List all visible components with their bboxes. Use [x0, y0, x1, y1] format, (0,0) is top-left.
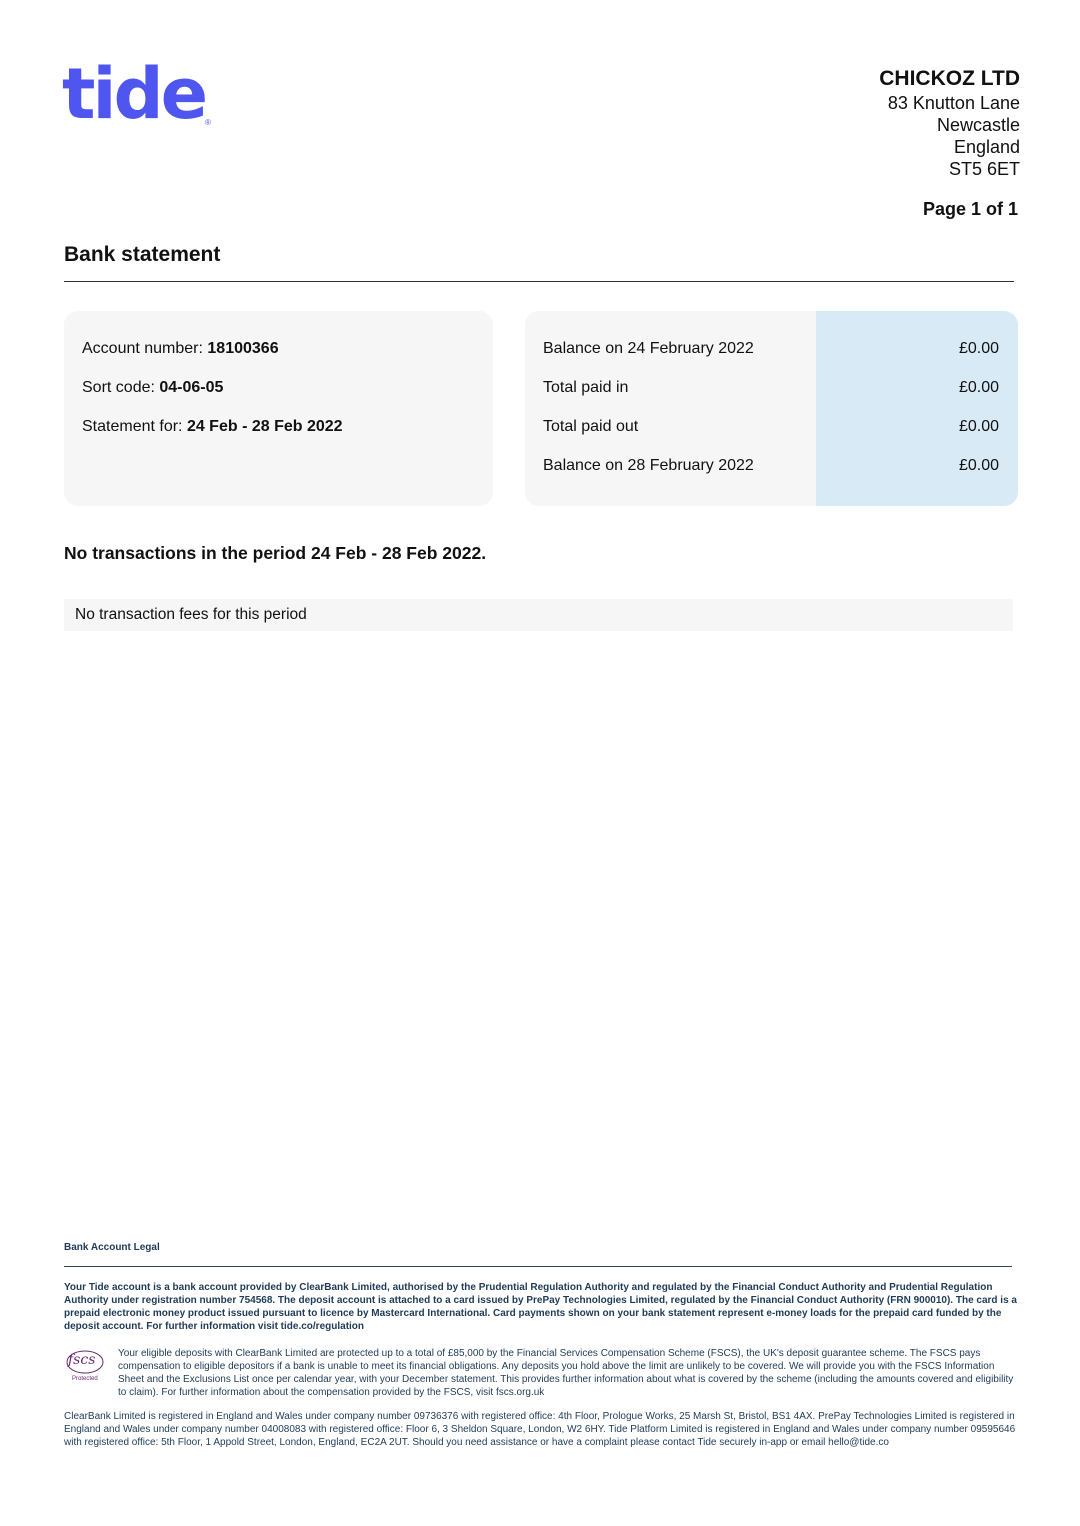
account-number-value: 18100366	[207, 340, 279, 357]
account-details-panel	[64, 311, 493, 506]
fscs-protected-text: Protected	[72, 1376, 98, 1382]
account-number-row	[82, 340, 279, 358]
address-line: England	[953, 137, 1020, 157]
company-address	[879, 66, 1020, 180]
statement-period-row	[82, 418, 343, 436]
company-name: CHICKOZ LTD	[879, 67, 1020, 90]
legal-divider	[64, 1266, 1012, 1267]
fscs-logo	[64, 1347, 108, 1387]
tide-logo	[62, 53, 222, 138]
title-divider	[64, 281, 1014, 282]
fees-bar	[64, 599, 1013, 631]
account-number-label: Account number:	[82, 340, 208, 357]
balance-value: £0.00	[958, 457, 999, 474]
fees-note: No transaction fees for this period	[75, 606, 307, 623]
balance-value: £0.00	[958, 418, 999, 435]
address-line: Newcastle	[936, 115, 1020, 135]
sort-code-value: 04-06-05	[159, 379, 224, 396]
page-title: Bank statement	[64, 243, 221, 266]
no-transactions-heading: No transactions in the period 24 Feb - 28 Feb 2022.	[64, 543, 487, 563]
balance-label: Balance on 24 February 2022	[543, 340, 754, 357]
sort-code-label: Sort code:	[82, 379, 160, 396]
fscs-logo-text: fscs	[68, 1352, 96, 1368]
balance-value: £0.00	[958, 379, 999, 396]
balance-label: Balance on 28 February 2022	[543, 457, 754, 474]
balance-value: £0.00	[958, 340, 999, 357]
address-line: 83 Knutton Lane	[887, 93, 1020, 113]
legal-fscs-text: Your eligible deposits with ClearBank Limited are protected up to a total of £85,000 by the Financial Services Compensation Scheme (FSCS), the UK's deposit guarantee scheme. The FSCS pays compensation to eligible depositors if a bank is unable to meet its financial obligations. Any deposits you hold above the limit are unlikely to be covered. We will provide you with the FSCS Information Sheet and the Exclusions List once per calendar year, with your December statement. This provides further information about what is covered by the scheme (including the amounts covered and eligibility to claim). For further information about the compensation provided by the FSCS, visit fscs.org.uk	[118, 1348, 1014, 1398]
statement-period-value: 24 Feb - 28 Feb 2022	[186, 418, 343, 435]
balance-label: Total paid out	[543, 418, 639, 435]
legal-title: Bank Account Legal	[64, 1242, 160, 1253]
balance-label: Total paid in	[543, 379, 629, 396]
statement-period-label: Statement for:	[82, 418, 187, 435]
registered-mark: ®	[205, 118, 211, 127]
logo-text: tide	[62, 53, 206, 135]
address-line: ST5 6ET	[948, 159, 1020, 179]
sort-code-row	[82, 379, 223, 397]
legal-regulation-text: Your Tide account is a bank account provided by ClearBank Limited, authorised by the Prudential Regulation Authority and regulated by the Financial Conduct Authority and Prudential Regulation Authority under registration number 754568. The deposit account is attached to a card issued by PrePay Technologies Limited, regulated by the Financial Conduct Authority (FRN 900010). The card is a prepaid electronic money product issued pursuant to licence by Mastercard International. Card payments shown on your bank statement represent e-money loads for the prepaid card funded by the deposit account. For further information visit tide.co/regulation	[64, 1282, 1017, 1332]
legal-registration-text: ClearBank Limited is registered in England and Wales under company number 09736376 with registered office: 4th Floor, Prologue Works, 25 Marsh St, Bristol, BS1 4AX. PrePay Technologies Limited is registered in England and Wales under company number 04008083 with registered office: Floor 6, 3 Sheldon Square, London, W2 6HY. Tide Platform Limited is registered in England and Wales under company number 09595646 with registered office: 5th Floor, 1 Appold Street, London, England, EC2A 2UT. Should you need assistance or have a complaint please contact Tide securely in-app or email hello@tide.co	[64, 1411, 1016, 1448]
page-number: Page 1 of 1	[922, 199, 1018, 219]
balance-summary-panel	[525, 311, 1018, 506]
